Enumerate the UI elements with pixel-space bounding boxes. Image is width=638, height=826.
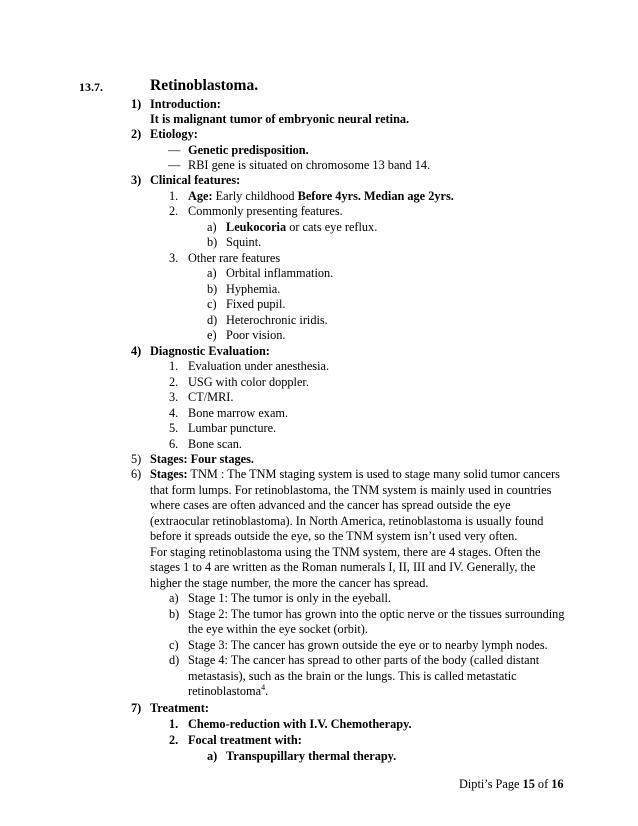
intro-heading: Introduction:	[150, 97, 221, 111]
etiology-item: RBI gene is situated on chromosome 13 band 14.	[188, 158, 431, 172]
diagnostic-item: USG with color doppler.	[188, 375, 309, 389]
treatment-item: Focal treatment with:	[188, 733, 302, 747]
list-number: 5)	[131, 452, 142, 466]
diagnostic-item: Bone scan.	[188, 437, 242, 451]
treatment-heading: Treatment:	[150, 701, 209, 715]
treatment-item: Chemo-reduction with I.V. Chemotherapy.	[188, 717, 412, 731]
stage-item: Stage 3: The cancer has grown outside the eye or to nearby lymph nodes.	[188, 638, 548, 652]
list-number: 3.	[169, 251, 179, 265]
tnm-line: before it spreads outside the eye, so the TNM system isn’t used very often.	[150, 529, 518, 543]
list-number: 4)	[131, 344, 142, 358]
clinical-item: Other rare features	[188, 251, 281, 265]
stages-heading: Stages: Four stages.	[150, 452, 254, 466]
stage-item-cont: metastasis), such as the brain or the lungs. This is called metastatic	[188, 669, 517, 683]
section-title: Retinoblastoma.	[150, 77, 259, 94]
list-number: 3)	[131, 173, 142, 187]
list-letter: c)	[169, 638, 179, 652]
stage-item: Stage 2: The tumor has grown into the optic nerve or the tissues surrounding	[188, 607, 565, 621]
diagnostic-item: Evaluation under anesthesia.	[188, 359, 330, 373]
tnm-line: where cases are often advanced and the cancer has spread outside the eye	[150, 498, 511, 512]
clinical-item-age: Age: Early childhood Before 4yrs. Median age 2yrs.	[188, 189, 454, 203]
list-letter: b)	[169, 607, 180, 621]
rare-feature: Heterochronic iridis.	[226, 313, 328, 327]
list-number: 6.	[169, 437, 179, 451]
tnm-line: Stages: TNM : The TNM staging system is used to stage many solid tumor cancers	[150, 467, 560, 481]
stage-item-cont: retinoblastoma$^4$.	[188, 682, 269, 698]
rare-feature: Fixed pupil.	[226, 297, 286, 311]
etiology-item: Genetic predisposition.	[188, 143, 309, 157]
stage-item-cont: the eye within the eye socket (orbit).	[188, 622, 368, 636]
clinical-item: Commonly presenting features.	[188, 204, 343, 218]
dash-bullet: —	[168, 158, 181, 172]
tnm-line: For staging retinoblastoma using the TNM system, there are 4 stages. Often the	[150, 545, 541, 559]
list-number: 3.	[169, 390, 179, 404]
list-number: 7)	[131, 701, 142, 715]
clinical-heading: Clinical features:	[150, 173, 241, 187]
list-letter: e)	[207, 328, 217, 342]
clinical-subitem: Leukocoria or cats eye reflux.	[226, 220, 378, 234]
tnm-line: (extraocular retinoblastoma). In North America, retinoblastoma is usually found	[150, 514, 544, 528]
list-letter: c)	[207, 297, 217, 311]
section-number: 13.7.	[79, 80, 103, 94]
rare-feature: Hyphemia.	[226, 282, 281, 296]
list-letter: d)	[169, 653, 180, 667]
dash-bullet: —	[168, 143, 181, 157]
list-letter: b)	[207, 235, 218, 249]
list-number: 4.	[169, 406, 179, 420]
rare-feature: Orbital inflammation.	[226, 266, 334, 280]
list-letter: a)	[207, 220, 217, 234]
list-number: 6)	[131, 467, 142, 481]
clinical-subitem: Squint.	[226, 235, 262, 249]
list-letter: a)	[207, 266, 217, 280]
tnm-line: higher the stage number, the more the cancer has spread.	[150, 576, 429, 590]
treatment-subitem: Transpupillary thermal therapy.	[226, 749, 397, 763]
list-number: 5.	[169, 421, 179, 435]
stage-item: Stage 4: The cancer has spread to other parts of the body (called distant	[188, 653, 540, 667]
diagnostic-heading: Diagnostic Evaluation:	[150, 344, 270, 358]
rare-feature: Poor vision.	[226, 328, 286, 342]
list-number: 2.	[169, 733, 179, 747]
list-letter: d)	[207, 313, 218, 327]
page-footer: Dipti’s Page 15 of 16	[459, 777, 564, 791]
diagnostic-item: Bone marrow exam.	[188, 406, 289, 420]
list-number: 2.	[169, 375, 179, 389]
list-letter: b)	[207, 282, 218, 296]
list-number: 2.	[169, 204, 179, 218]
list-letter: a)	[207, 749, 218, 763]
list-number: 1.	[169, 189, 179, 203]
tnm-line: that form lumps. For retinoblastoma, the TNM system is mainly used in countries	[150, 483, 552, 497]
diagnostic-item: CT/MRI.	[188, 390, 234, 404]
intro-text: It is malignant tumor of embryonic neural retina.	[150, 112, 410, 126]
etiology-heading: Etiology:	[150, 127, 198, 141]
tnm-line: stages 1 to 4 are written as the Roman numerals I, II, III and IV. Generally, the	[150, 560, 536, 574]
stage-item: Stage 1: The tumor is only in the eyeball.	[188, 591, 391, 605]
list-number: 1.	[169, 359, 179, 373]
list-number: 2)	[131, 127, 142, 141]
list-number: 1)	[131, 97, 142, 111]
list-letter: a)	[169, 591, 179, 605]
diagnostic-item: Lumbar puncture.	[188, 421, 277, 435]
list-number: 1.	[169, 717, 179, 731]
